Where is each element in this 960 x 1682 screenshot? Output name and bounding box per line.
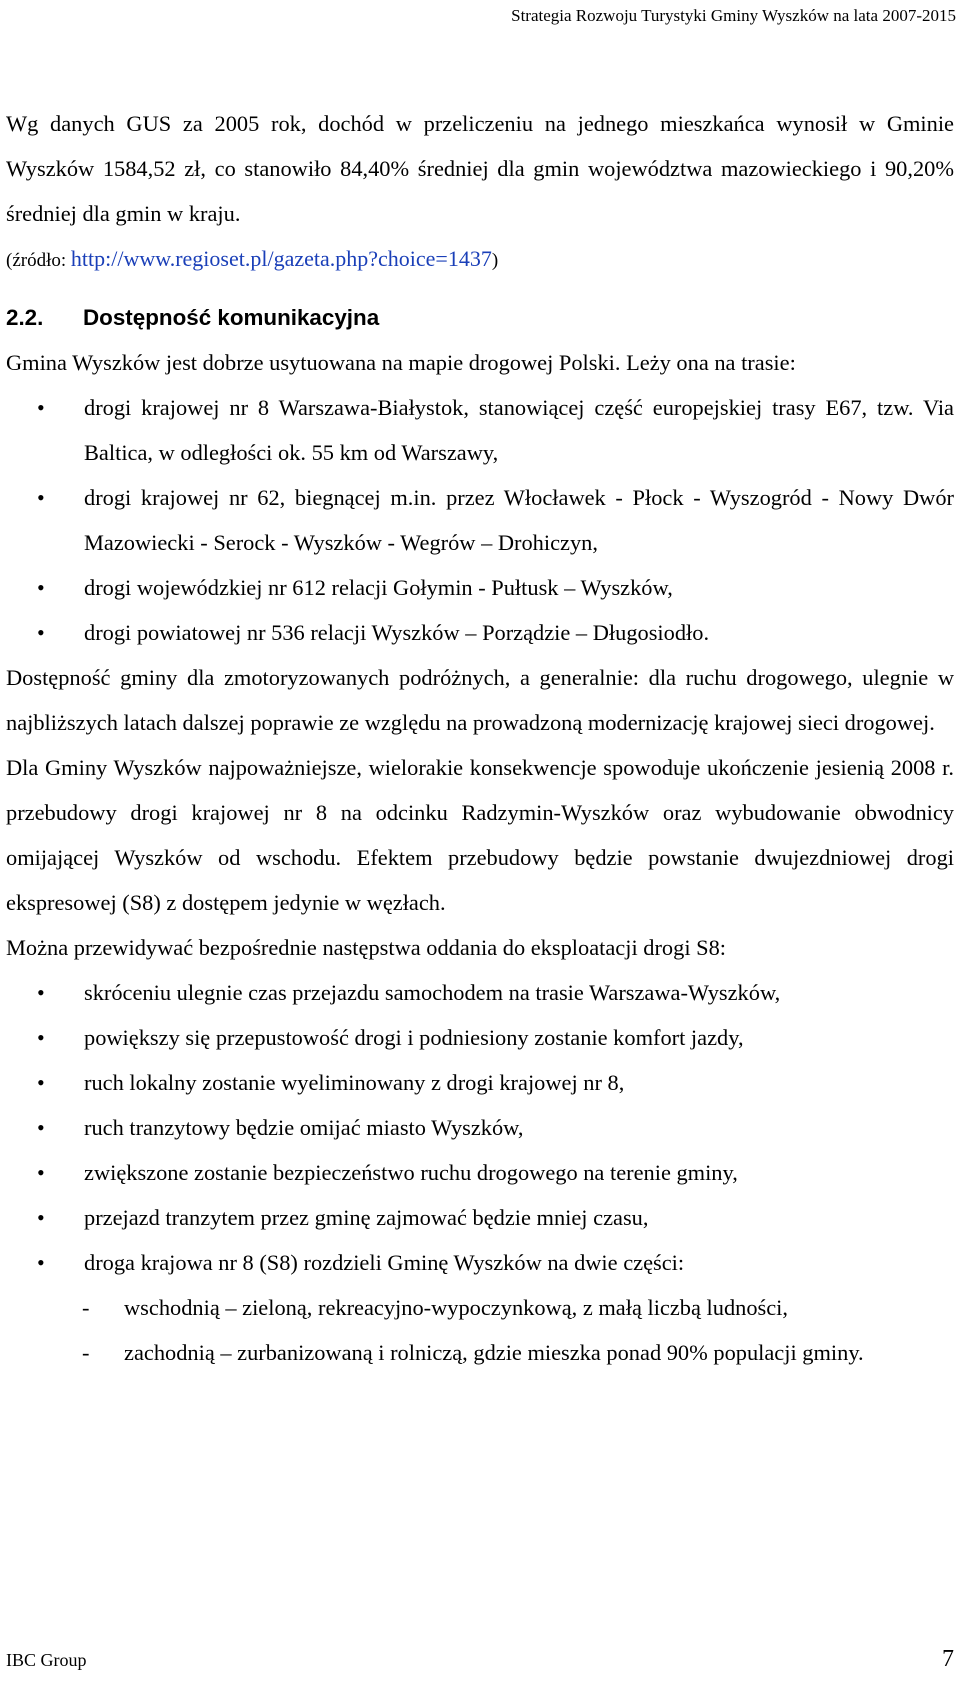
bullet-icon: •: [37, 1025, 45, 1050]
route-list: [6, 385, 954, 655]
bullet-icon: •: [37, 1115, 45, 1140]
paragraph-consequences: Dla Gminy Wyszków najpoważniejsze, wielorakie konsekwencje spowoduje ukończenie jesienią 2008 r. przebudowy drogi krajowej nr 8 na odcinku Radzymin-Wyszków oraz wybudowanie obwodnicy omijającej Wyszków od wschodu. Efektem przebudowy będzie powstanie dwujezdniowej drogi ekspresowej (S8) z dostępem jedynie w węzłach.: [6, 755, 954, 915]
section-number: 2.2.: [6, 305, 44, 330]
parts-list: [6, 1285, 954, 1375]
footer-company: IBC Group: [6, 1650, 87, 1670]
bullet-icon: •: [37, 1070, 45, 1095]
bullet-icon: •: [37, 575, 45, 600]
bullet-icon: •: [37, 1250, 45, 1275]
bullet-icon: •: [37, 980, 45, 1005]
bullet-icon: •: [37, 1160, 45, 1185]
bullet-icon: •: [37, 1205, 45, 1230]
bullet-icon: •: [37, 620, 45, 645]
list-item: • ruch lokalny zostanie wyeliminowany z drogi krajowej nr 8,: [6, 1060, 954, 1105]
source-citation: [6, 236, 954, 283]
effects-list: [6, 970, 954, 1285]
list-item: • drogi wojewódzkiej nr 612 relacji Gołymin - Pułtusk – Wyszków,: [6, 565, 954, 610]
list-item: • ruch tranzytowy będzie omijać miasto Wyszków,: [6, 1105, 954, 1150]
bullet-icon: •: [37, 485, 45, 510]
list-item: • przejazd tranzytem przez gminę zajmować będzie mniej czasu,: [6, 1195, 954, 1240]
list-item: • drogi krajowej nr 62, biegnącej m.in. przez Włocławek - Płock - Wyszogród - Nowy Dwór Mazowiecki - Serock - Wyszków - Wegrów – Drohiczyn,: [6, 475, 954, 565]
list-item: - zachodnią – zurbanizowaną i rolniczą, gdzie mieszka ponad 90% populacji gminy.: [6, 1330, 954, 1375]
dash-marker: -: [82, 1340, 90, 1365]
list-item: • zwiększone zostanie bezpieczeństwo ruchu drogowego na terenie gminy,: [6, 1150, 954, 1195]
page-number: 7: [942, 1646, 954, 1672]
list-item: • droga krajowa nr 8 (S8) rozdzieli Gminę Wyszków na dwie części:: [6, 1240, 954, 1285]
list-item: • drogi krajowej nr 8 Warszawa-Białystok, stanowiącej część europejskiej trasy E67, tzw. Via Baltica, w odległości ok. 55 km od Warszawy,: [6, 385, 954, 475]
dash-marker: -: [82, 1295, 90, 1320]
intro-paragraph: Wg danych GUS za 2005 rok, dochód w przeliczeniu na jednego mieszkańca wynosił w Gminie Wyszków 1584,52 zł, co stanowiło 84,40% średniej dla gmin województwa mazowieckiego i 90,20% średniej dla gmin w kraju.: [6, 111, 954, 226]
list-item: • drogi powiatowej nr 536 relacji Wyszków – Porządzie – Długosiodło.: [6, 610, 954, 655]
paragraph-effects-intro: Można przewidywać bezpośrednie następstwa oddania do eksploatacji drogi S8:: [6, 935, 727, 960]
list-item: - wschodnią – zieloną, rekreacyjno-wypoczynkową, z małą liczbą ludności,: [6, 1285, 954, 1330]
running-header: Strategia Rozwoju Turystyki Gminy Wyszków na lata 2007-2015: [511, 6, 956, 25]
bullet-icon: •: [37, 395, 45, 420]
list-item: • skróceniu ulegnie czas przejazdu samochodem na trasie Warszawa-Wyszków,: [6, 970, 954, 1015]
page-content: [6, 101, 954, 1375]
source-link[interactable]: http://www.regioset.pl/gazeta.php?choice=1437: [70, 246, 492, 271]
source-prefix: (źródło:: [6, 250, 71, 271]
section-lead: Gmina Wyszków jest dobrze usytuowana na mapie drogowej Polski. Leży ona na trasie:: [6, 350, 796, 375]
section-title: Dostępność komunikacyjna: [83, 305, 380, 330]
list-item: • powiększy się przepustowość drogi i podniesiony zostanie komfort jazdy,: [6, 1015, 954, 1060]
paragraph-accessibility: Dostępność gminy dla zmotoryzowanych podróżnych, a generalnie: dla ruchu drogowego, ulegnie w najbliższych latach dalszej poprawie ze względu na prowadzoną modernizację krajowej sieci drogowej.: [6, 665, 954, 735]
source-suffix: ): [491, 250, 499, 271]
section-heading: [6, 295, 954, 340]
